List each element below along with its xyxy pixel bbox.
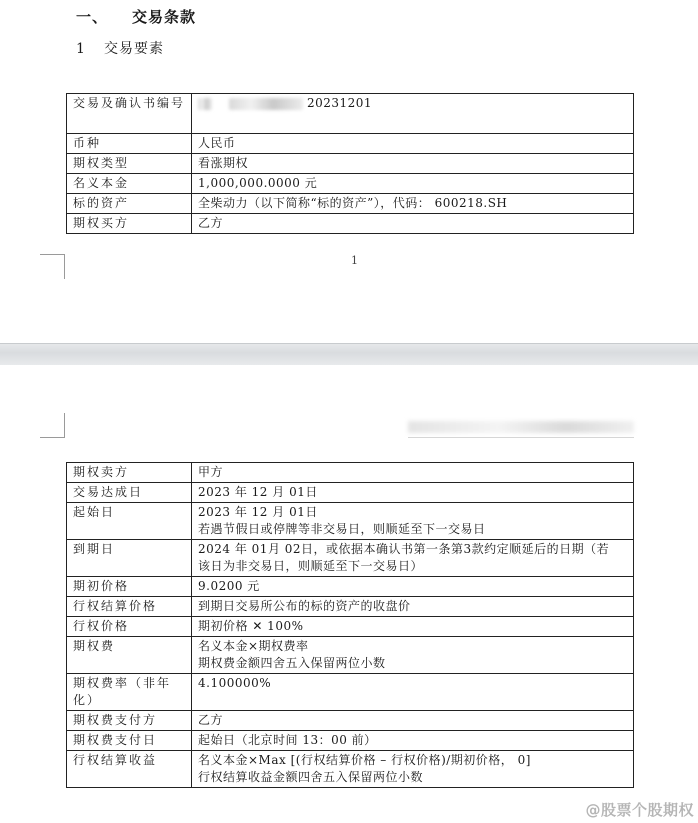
row-value: [192, 577, 634, 597]
row-label: 行权结算收益: [67, 751, 192, 788]
row-label: 期权费率（非年化）: [67, 674, 192, 711]
table-row: [67, 731, 634, 751]
row-value: [192, 637, 634, 674]
row-label: 行权价格: [67, 617, 192, 637]
table-row: [67, 503, 634, 540]
trade-elements-table-1: [66, 93, 634, 234]
section-heading: [76, 6, 196, 27]
row-label: 名义本金: [67, 174, 192, 194]
page-corner-mark: [40, 413, 65, 438]
row-label: 到期日: [67, 540, 192, 577]
value-line: 乙方: [198, 713, 224, 727]
row-value: [192, 731, 634, 751]
table-row: [67, 617, 634, 637]
row-value: [192, 711, 634, 731]
section-number: 一、: [76, 8, 109, 26]
value-line: 2023 年 12 月 01日: [198, 505, 318, 519]
subsection-heading: [76, 38, 164, 58]
row-label: 期权卖方: [67, 463, 192, 483]
value-line: 期初价格 ✕ 100%: [198, 619, 304, 633]
value-line: 甲方: [198, 465, 224, 479]
row-value: [192, 540, 634, 577]
page-number: 1: [351, 254, 358, 267]
section-title: 交易条款: [132, 8, 197, 26]
table-row: [67, 154, 634, 174]
table-row: [67, 577, 634, 597]
table-row: [67, 751, 634, 788]
row-value: [192, 94, 634, 134]
value-line: 9.0200 元: [198, 579, 260, 593]
row-label: 期权买方: [67, 214, 192, 234]
table-row: [67, 711, 634, 731]
table-row: [67, 94, 634, 134]
row-value: [192, 463, 634, 483]
row-value: [192, 617, 634, 637]
page-separator: [0, 343, 698, 367]
table-row: [67, 637, 634, 674]
trade-elements-table-2: [66, 462, 634, 788]
value-line: 到期日交易所公布的标的资产的收盘价: [198, 599, 411, 613]
row-label: 起始日: [67, 503, 192, 540]
value-line: 4.100000%: [198, 676, 272, 690]
watermark: @股票个股期权: [585, 801, 694, 819]
table-row: [67, 483, 634, 503]
table-row: [67, 134, 634, 154]
row-label: 期权费支付日: [67, 731, 192, 751]
confirmation-number-suffix: 20231201: [306, 96, 373, 110]
value-line: 2024 年 01月 02日，或依据本确认书第一条第3款约定顺延后的日期（若: [198, 542, 610, 556]
page-corner-mark: [40, 254, 65, 279]
row-label: 期权费: [67, 637, 192, 674]
subsection-title: 交易要素: [104, 41, 164, 57]
row-value: [192, 674, 634, 711]
row-label: 交易及确认书编号: [67, 94, 192, 134]
row-label: 行权结算价格: [67, 597, 192, 617]
row-label: 标的资产: [67, 194, 192, 214]
table-row: [67, 597, 634, 617]
row-value: 人民币: [192, 134, 634, 154]
header-rule: [408, 437, 634, 438]
value-line: 名义本金×Max [(行权结算价格 – 行权价格)/期初价格， 0]: [198, 753, 531, 767]
row-value: 全柴动力（以下简称“标的资产”），代码： 600218.SH: [192, 194, 634, 214]
document-page-1: [0, 0, 698, 343]
subsection-number: 1: [76, 41, 86, 57]
value-line: 期权费金额四舍五入保留两位小数: [198, 656, 386, 670]
table-row: [67, 674, 634, 711]
row-value: [192, 597, 634, 617]
row-value: [192, 503, 634, 540]
table-row: [67, 463, 634, 483]
table-row: [67, 214, 634, 234]
value-line: 行权结算收益金额四舍五入保留两位小数: [198, 770, 424, 784]
value-line: 若遇节假日或停牌等非交易日，则顺延至下一交易日: [198, 522, 486, 536]
table-row: [67, 194, 634, 214]
table-row: [67, 174, 634, 194]
table-row: [67, 540, 634, 577]
row-value: 看涨期权: [192, 154, 634, 174]
value-line: 该日为非交易日，则顺延至下一交易日）: [198, 559, 424, 573]
value-line: 2023 年 12 月 01日: [198, 485, 318, 499]
redacted-page-header: [408, 421, 634, 433]
row-label: 期权费支付方: [67, 711, 192, 731]
value-line: 起始日（北京时间 13：00 前）: [198, 733, 377, 747]
row-value: [192, 483, 634, 503]
redacted-block: [229, 98, 303, 110]
row-value: [192, 751, 634, 788]
row-value: 乙方: [192, 214, 634, 234]
row-value: 1,000,000.0000 元: [192, 174, 634, 194]
row-label: 期权类型: [67, 154, 192, 174]
row-label: 交易达成日: [67, 483, 192, 503]
row-label: 币种: [67, 134, 192, 154]
redacted-block: [198, 98, 212, 110]
value-line: 名义本金×期权费率: [198, 639, 309, 653]
row-label: 期初价格: [67, 577, 192, 597]
